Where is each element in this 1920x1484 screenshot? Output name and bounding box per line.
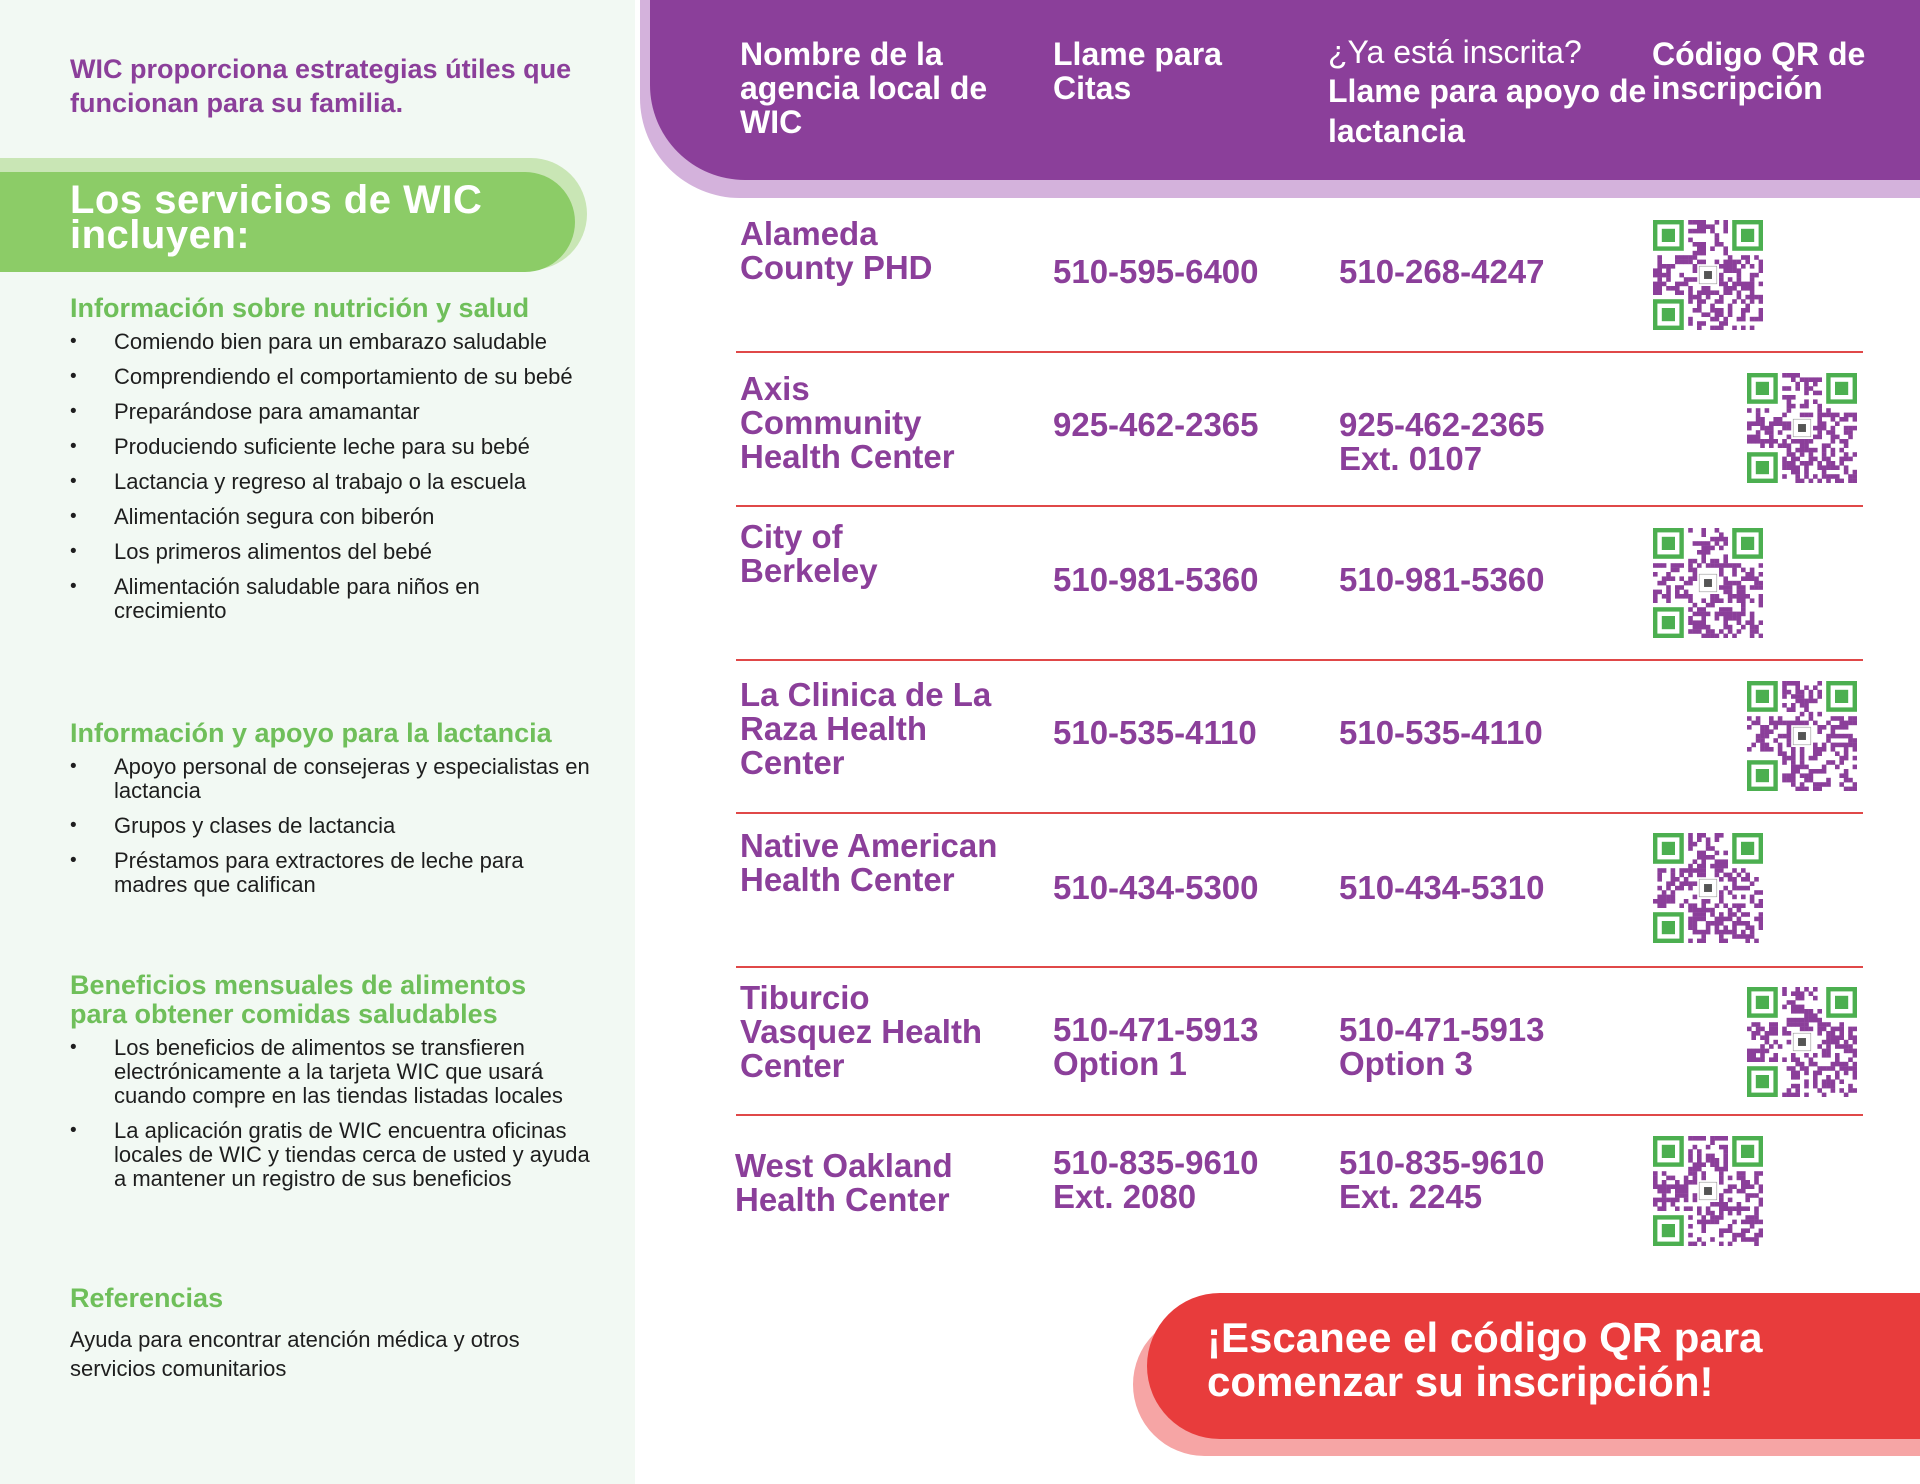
list-item bbox=[70, 1119, 590, 1191]
list-item-text: Comiendo bien para un embarazo saludable bbox=[114, 329, 547, 354]
appointments-phone[interactable]: 510-595-6400 bbox=[1053, 253, 1259, 290]
qr-code-icon[interactable] bbox=[1653, 528, 1763, 638]
list-item-text: Los beneficios de alimentos se transfieren electrónicamente a la tarjeta WIC que usará cuando compre en las tiendas listadas locales bbox=[114, 1035, 563, 1108]
nutrition-heading: Información sobre nutrición y salud bbox=[70, 293, 530, 323]
header-lactation bbox=[1328, 33, 1648, 151]
row-divider bbox=[736, 351, 1863, 353]
cta-text: ¡Escanee el código QR para comenzar su inscripción! bbox=[1207, 1314, 1763, 1405]
bullet-icon: • bbox=[70, 366, 77, 387]
lactation-phone[interactable]: 925-462-2365 Ext. 0107 bbox=[1339, 406, 1545, 477]
bullet-icon: • bbox=[70, 815, 77, 836]
bullet-icon: • bbox=[70, 850, 77, 871]
list-item-text: Produciendo suficiente leche para su bebé bbox=[114, 434, 530, 459]
bullet-icon: • bbox=[70, 471, 77, 492]
list-item bbox=[70, 1036, 590, 1108]
lactation-phone[interactable]: 510-535-4110 bbox=[1339, 714, 1543, 751]
header-lactation-support: Llame para apoyo de lactancia bbox=[1328, 73, 1647, 149]
list-item bbox=[70, 435, 590, 459]
header-appointments: Llame para Citas bbox=[1053, 36, 1222, 106]
agency-name: City of Berkeley bbox=[740, 518, 878, 589]
appointments-phone[interactable]: 925-462-2365 bbox=[1053, 406, 1259, 443]
header-qr: Código QR de inscripción bbox=[1652, 36, 1866, 106]
benefits-heading: Beneficios mensuales de alimentos para obtener comidas saludables bbox=[70, 970, 527, 1029]
list-item bbox=[70, 540, 590, 564]
appointments-phone[interactable]: 510-535-4110 bbox=[1053, 714, 1257, 751]
appointments-phone[interactable]: 510-471-5913 Option 1 bbox=[1053, 1011, 1259, 1082]
referrals-heading: Referencias bbox=[70, 1283, 224, 1313]
bullet-icon: • bbox=[70, 436, 77, 457]
intro-text: WIC proporciona estrategias útiles que funcionan para su familia. bbox=[70, 54, 572, 118]
bullet-icon: • bbox=[70, 401, 77, 422]
agency-name: La Clinica de La Raza Health Center bbox=[740, 676, 992, 781]
agency-name: West Oakland Health Center bbox=[735, 1147, 953, 1218]
list-item bbox=[70, 849, 590, 897]
list-item bbox=[70, 470, 590, 494]
header-enrolled-question: ¿Ya está inscrita? bbox=[1328, 34, 1582, 70]
list-item bbox=[70, 505, 590, 529]
qr-code-icon[interactable] bbox=[1653, 833, 1763, 943]
lactation-section bbox=[70, 719, 590, 908]
benefits-list bbox=[70, 1036, 590, 1191]
nutrition-list bbox=[70, 330, 590, 623]
row-divider bbox=[736, 505, 1863, 507]
bullet-icon: • bbox=[70, 541, 77, 562]
qr-code-icon[interactable] bbox=[1653, 220, 1763, 330]
list-item-text: Lactancia y regreso al trabajo o la escuela bbox=[114, 469, 527, 494]
list-item bbox=[70, 575, 590, 623]
header-agency: Nombre de la agencia local de WIC bbox=[740, 36, 988, 140]
benefits-section bbox=[70, 971, 590, 1202]
bullet-icon: • bbox=[70, 1120, 77, 1141]
list-item bbox=[70, 814, 590, 838]
nutrition-section bbox=[70, 294, 590, 634]
referrals-section bbox=[70, 1284, 590, 1383]
row-divider bbox=[736, 659, 1863, 661]
list-item-text: Alimentación saludable para niños en crecimiento bbox=[114, 574, 480, 623]
lactation-phone[interactable]: 510-434-5310 bbox=[1339, 869, 1545, 906]
bullet-icon: • bbox=[70, 576, 77, 597]
agency-name: Tiburcio Vasquez Health Center bbox=[740, 979, 983, 1084]
bullet-icon: • bbox=[70, 331, 77, 352]
lactation-phone[interactable]: 510-471-5913 Option 3 bbox=[1339, 1011, 1545, 1082]
row-divider bbox=[736, 966, 1863, 968]
bullet-icon: • bbox=[70, 506, 77, 527]
agency-name: Native American Health Center bbox=[740, 827, 998, 898]
lactation-phone[interactable]: 510-268-4247 bbox=[1339, 253, 1545, 290]
qr-code-icon[interactable] bbox=[1747, 681, 1857, 791]
list-item-text: Préstamos para extractores de leche para madres que califican bbox=[114, 848, 524, 897]
bullet-icon: • bbox=[70, 1037, 77, 1058]
list-item bbox=[70, 365, 590, 389]
list-item-text: La aplicación gratis de WIC encuentra oficinas locales de WIC y tiendas cerca de usted y ayuda a mantener un registro de sus beneficios bbox=[114, 1118, 590, 1191]
appointments-phone[interactable]: 510-981-5360 bbox=[1053, 561, 1259, 598]
list-item-text: Preparándose para amamantar bbox=[114, 399, 420, 424]
qr-code-icon[interactable] bbox=[1653, 1136, 1763, 1246]
bullet-icon: • bbox=[70, 756, 77, 777]
row-divider bbox=[736, 1114, 1863, 1116]
qr-code-icon[interactable] bbox=[1747, 373, 1857, 483]
list-item-text: Alimentación segura con biberón bbox=[114, 504, 435, 529]
agency-name: Alameda County PHD bbox=[740, 215, 933, 286]
list-item bbox=[70, 400, 590, 424]
lactation-heading: Información y apoyo para la lactancia bbox=[70, 718, 552, 748]
appointments-phone[interactable]: 510-835-9610 Ext. 2080 bbox=[1053, 1144, 1259, 1215]
lactation-phone[interactable]: 510-981-5360 bbox=[1339, 561, 1545, 598]
list-item-text: Grupos y clases de lactancia bbox=[114, 813, 396, 838]
list-item bbox=[70, 755, 590, 803]
list-item-text: Apoyo personal de consejeras y especialistas en lactancia bbox=[114, 754, 590, 803]
appointments-phone[interactable]: 510-434-5300 bbox=[1053, 869, 1259, 906]
list-item bbox=[70, 330, 590, 354]
lactation-list bbox=[70, 755, 590, 897]
services-banner-title: Los servicios de WIC incluyen: bbox=[70, 178, 483, 257]
referrals-text: Ayuda para encontrar atención médica y otros servicios comunitarios bbox=[70, 1327, 520, 1381]
lactation-phone[interactable]: 510-835-9610 Ext. 2245 bbox=[1339, 1144, 1545, 1215]
agency-name: Axis Community Health Center bbox=[740, 370, 955, 475]
list-item-text: Los primeros alimentos del bebé bbox=[114, 539, 432, 564]
qr-code-icon[interactable] bbox=[1747, 987, 1857, 1097]
list-item-text: Comprendiendo el comportamiento de su bebé bbox=[114, 364, 573, 389]
row-divider bbox=[736, 812, 1863, 814]
